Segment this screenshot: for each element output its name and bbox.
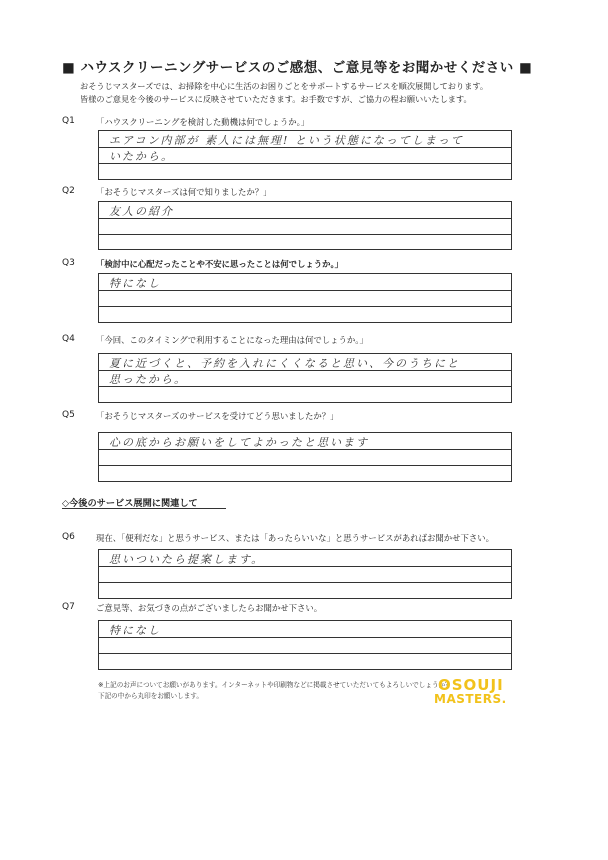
q1-text: 「ハウスクリーニングを検討した動機は何でしょうか。」: [96, 117, 310, 127]
logo-line: OSOUJI: [438, 676, 504, 694]
q6-text: 現在、「便利だな」と思うサービス、または「あったらいいな」と思うサービスがあればお聞かせ下さい。: [96, 533, 494, 543]
q7-number: Q7: [62, 602, 75, 612]
osouji-masters-logo: [434, 676, 524, 712]
q4-answer-line: 思ったから。: [109, 373, 187, 386]
logo-line: MASTERS.: [434, 692, 507, 706]
q1-answer-box[interactable]: [98, 130, 512, 180]
q2-text: 「おそうじマスターズは何で知りましたか？」: [96, 187, 272, 197]
q5-text: 「おそうじマスターズのサービスを受けてどう思いましたか？」: [96, 411, 339, 421]
page-title: ■ ハウスクリーニングサービスのご感想、ご意見等をお聞かせください ■: [62, 60, 533, 76]
q4-text: 「今回、このタイミングで利用することになった理由は何でしょうか。」: [96, 335, 368, 345]
q4-number: Q4: [62, 334, 75, 344]
q7-text: ご意見等、お気づきの点がございましたらお聞かせ下さい。: [96, 603, 323, 613]
q1-number: Q1: [62, 116, 75, 126]
q3-answer-box[interactable]: [98, 273, 512, 323]
q1-answer-line: エアコン内部が 素人には無理! という状態になってしまって: [109, 134, 464, 147]
q2-answer-box[interactable]: [98, 201, 512, 250]
q5-number: Q5: [62, 410, 75, 420]
section-underline: [62, 508, 226, 509]
section-heading: ◇今後のサービス展開に関連して: [62, 498, 198, 509]
q3-answer-line: 特になし: [109, 277, 161, 290]
footnote-line: ※上記のお声についてお願いがあります。インターネットや印刷物などに掲載させていただいてもよろしいでしょうか？: [98, 681, 452, 689]
q6-answer-line: 思いついたら提案します。: [109, 553, 265, 566]
intro-line: 皆様のご意見を今後のサービスに反映させていただきます。お手数ですが、ご協力の程お願いいたします。: [80, 94, 472, 104]
q2-number: Q2: [62, 186, 75, 196]
q3-text: 「検討中に心配だったことや不安に思ったことは何でしょうか。」: [96, 259, 344, 269]
q4-answer-box[interactable]: [98, 353, 512, 403]
q6-number: Q6: [62, 532, 75, 542]
intro-line: おそうじマスターズでは、お掃除を中心に生活のお困りごとをサポートするサービスを順次展開しております。: [80, 81, 489, 91]
q6-answer-box[interactable]: [98, 549, 512, 599]
q5-answer-box[interactable]: [98, 432, 512, 482]
q1-answer-line: いたから。: [109, 150, 174, 163]
q3-number: Q3: [62, 258, 75, 268]
q4-answer-line: 夏に近づくと、予約を入れにくくなると思い、今のうちにと: [109, 357, 460, 370]
q7-answer-box[interactable]: [98, 620, 512, 670]
intro-text: [80, 80, 570, 106]
q7-answer-line: 特になし: [109, 624, 161, 637]
footnote-line: 下記の中から丸印をお願いします。: [98, 692, 203, 700]
q5-answer-line: 心の底からお願いをしてよかったと思います: [109, 436, 369, 449]
q2-answer-line: 友人の紹介: [109, 205, 174, 218]
